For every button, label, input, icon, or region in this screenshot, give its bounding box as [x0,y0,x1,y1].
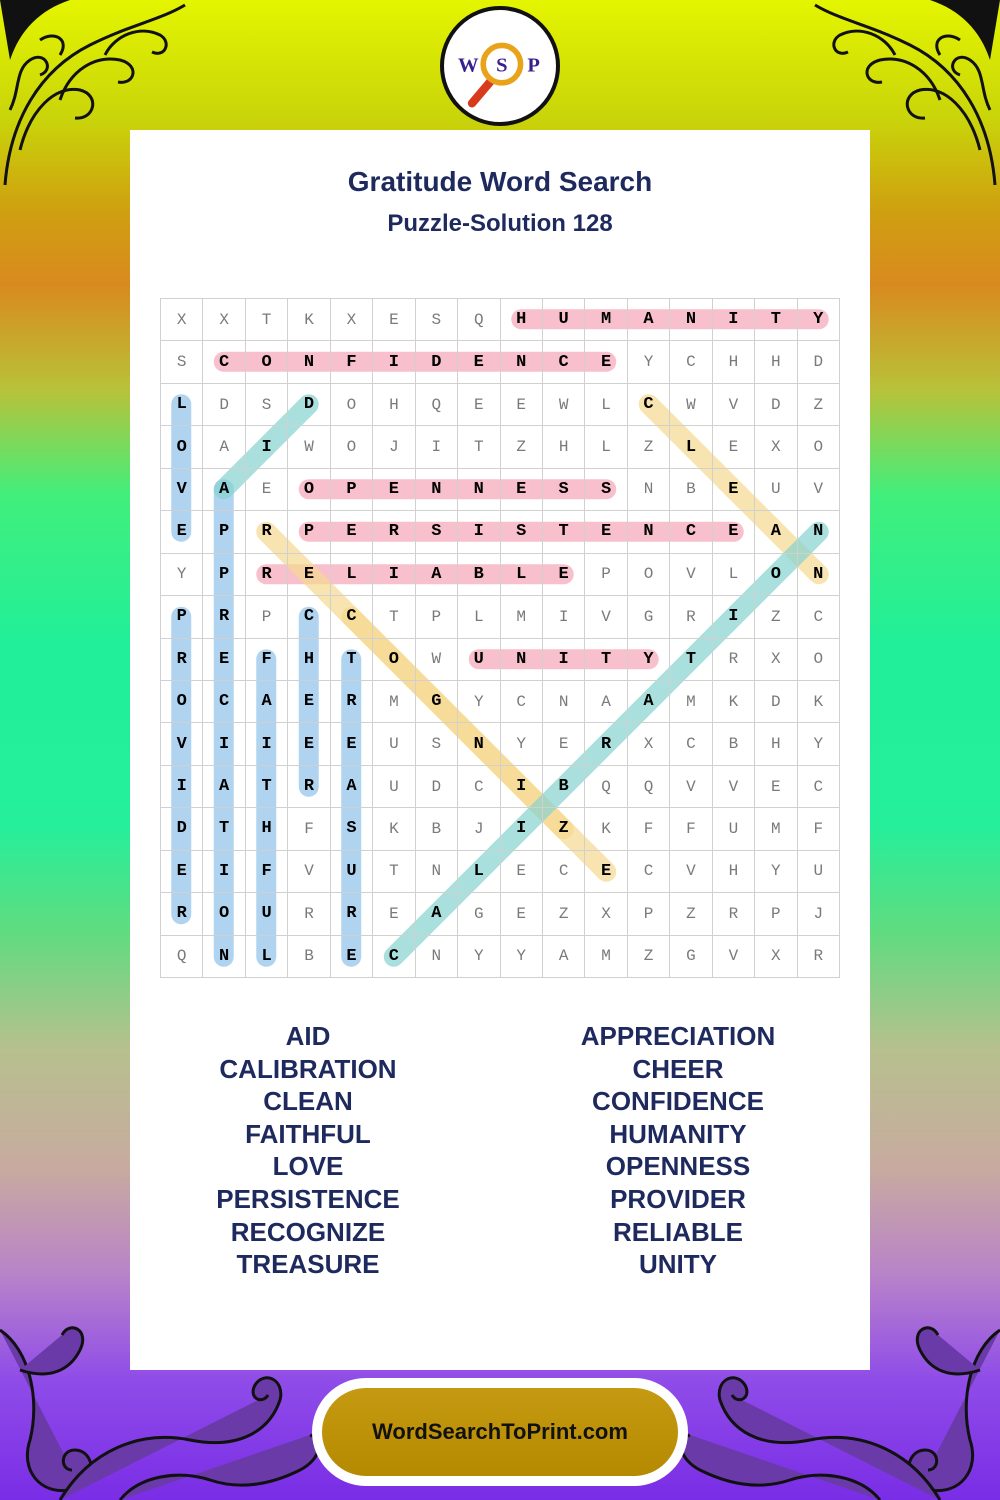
grid-cell: I [501,808,543,850]
grid-cell: E [373,893,415,935]
grid-cell: S [416,299,458,341]
grid-cell: U [755,469,797,511]
grid-cell: B [416,808,458,850]
grid-cell: H [755,341,797,383]
grid-cell: R [713,893,755,935]
grid-cell: T [585,639,627,681]
grid-cell: E [501,384,543,426]
grid-cell: N [798,554,840,596]
grid-cell: C [203,341,245,383]
grid-cell: E [458,384,500,426]
grid-cell: Z [755,596,797,638]
grid-cell: A [416,554,458,596]
grid-cell: C [670,341,712,383]
grid-cell: I [203,851,245,893]
grid-cell: B [458,554,500,596]
grid-cell: B [543,766,585,808]
grid-cell: I [416,426,458,468]
grid-cell: M [755,808,797,850]
grid-cell: E [373,299,415,341]
grid-cell: Y [501,723,543,765]
grid-cell: O [798,426,840,468]
word-item: FAITHFUL [245,1118,371,1149]
grid-cell: I [246,426,288,468]
grid-cell: V [288,851,330,893]
grid-cell: X [755,936,797,978]
grid-cell: I [543,596,585,638]
word-list [130,1020,870,1281]
grid-cell: R [246,511,288,553]
grid-cell: R [161,639,203,681]
grid-cell: F [288,808,330,850]
grid-cell: L [331,554,373,596]
grid-cell: Z [670,893,712,935]
grid-cell: K [798,681,840,723]
grid-cell: L [458,851,500,893]
grid-cell: K [713,681,755,723]
grid-cell: K [288,299,330,341]
grid-cell: S [416,511,458,553]
grid-cell: L [161,384,203,426]
grid-cell: D [288,384,330,426]
grid-cell: C [798,596,840,638]
grid-cell: V [670,766,712,808]
grid-cell: A [331,766,373,808]
word-item: APPRECIATION [580,1021,776,1051]
grid-cell: A [628,299,670,341]
grid-cell: T [543,511,585,553]
grid-cell: C [331,596,373,638]
grid-cell: V [670,554,712,596]
grid-cell: A [755,511,797,553]
grid-cell: T [670,639,712,681]
grid-cell: V [798,469,840,511]
grid-cell: I [458,511,500,553]
grid-cell: R [203,596,245,638]
grid-cell: S [246,384,288,426]
grid-cell: P [203,511,245,553]
grid-cell: Y [458,681,500,723]
grid-cell: L [713,554,755,596]
grid-cell: B [670,469,712,511]
grid-cell: A [246,681,288,723]
grid-cell: O [331,426,373,468]
grid-cell: B [713,723,755,765]
grid-cell: H [713,851,755,893]
grid-cell: N [501,341,543,383]
grid-cell: S [416,723,458,765]
grid-cell: Q [458,299,500,341]
word-item: UNITY [639,1249,717,1280]
word-item: RECOGNIZE [230,1216,386,1247]
grid-cell: N [798,511,840,553]
grid-cell: H [373,384,415,426]
grid-cell: A [203,766,245,808]
grid-cell: I [501,766,543,808]
grid-cell: O [246,341,288,383]
grid-cell: P [585,554,627,596]
grid-cell: E [543,723,585,765]
grid-cell: U [543,299,585,341]
grid-cell: S [161,341,203,383]
grid-cell: C [288,596,330,638]
grid-cell: E [288,723,330,765]
grid-cell: L [585,426,627,468]
grid-cell: T [246,299,288,341]
grid-cell: A [416,893,458,935]
grid-cell: F [246,639,288,681]
grid-cell: W [543,384,585,426]
grid-cell: Z [628,936,670,978]
site-footer-badge[interactable] [312,1378,688,1486]
grid-cell: F [798,808,840,850]
logo-letter-s: S [496,54,508,77]
grid-cell: E [713,426,755,468]
grid-cell: I [373,341,415,383]
grid-cell: N [670,299,712,341]
grid-cell: R [585,723,627,765]
grid-cell: I [713,596,755,638]
grid-cell: N [628,511,670,553]
grid-cell: M [585,299,627,341]
grid-cell: F [628,808,670,850]
grid-cell: T [458,426,500,468]
grid-cell: R [331,893,373,935]
grid-cell: A [585,681,627,723]
grid-cell: X [585,893,627,935]
grid-cell: P [755,893,797,935]
grid-cell: P [416,596,458,638]
grid-cell: M [585,936,627,978]
grid-cell: P [246,596,288,638]
grid-cell: Q [628,766,670,808]
grid-cell: H [246,808,288,850]
word-item: OPENNESS [605,1151,751,1182]
grid-cell: E [501,893,543,935]
grid-cell: T [246,766,288,808]
grid-cell: W [288,426,330,468]
grid-cell: D [416,766,458,808]
grid-cell: C [501,681,543,723]
grid-cell: M [670,681,712,723]
grid-cell: Y [755,851,797,893]
grid-cell: Y [628,341,670,383]
grid-cell: C [628,851,670,893]
grid-cell: E [585,511,627,553]
grid-cell: C [458,766,500,808]
grid-cell: R [246,554,288,596]
grid-cell: B [288,936,330,978]
grid-cell: O [161,426,203,468]
grid-cell: E [288,681,330,723]
grid-cell: G [628,596,670,638]
grid-cell: X [755,426,797,468]
grid-cell: J [798,893,840,935]
word-item: HUMANITY [609,1118,747,1149]
word-search-grid [160,298,840,978]
grid-cell: E [161,851,203,893]
grid-cell: O [331,384,373,426]
grid-cell: O [161,681,203,723]
grid-cell: D [416,341,458,383]
grid-cell: A [543,936,585,978]
grid-cell: I [203,723,245,765]
grid-cell: D [755,384,797,426]
grid-cell: T [373,851,415,893]
grid-cell: H [755,723,797,765]
grid-cell: K [585,808,627,850]
grid-cell: Y [798,723,840,765]
grid-cell: E [713,511,755,553]
grid-cell: N [416,469,458,511]
grid-cell: U [713,808,755,850]
grid-cell: C [373,936,415,978]
word-item: LOVE [272,1151,344,1182]
grid-cell: P [288,511,330,553]
grid-cell: X [203,299,245,341]
grid-cell: W [416,639,458,681]
grid-cell: U [331,851,373,893]
grid-cell: V [713,936,755,978]
grid-cell: V [713,766,755,808]
grid-cell: Q [585,766,627,808]
grid-cell: D [161,808,203,850]
grid-cell: I [246,723,288,765]
grid-cell: D [755,681,797,723]
grid-cell: N [416,851,458,893]
grid-cell: V [585,596,627,638]
grid-cell: X [331,299,373,341]
grid-cell: R [331,681,373,723]
grid-cell: G [670,936,712,978]
grid-cell: N [203,936,245,978]
grid-cell: P [628,893,670,935]
grid-cell: E [585,851,627,893]
grid-cell: R [288,766,330,808]
grid-cell: M [373,681,415,723]
grid-cell: O [203,893,245,935]
grid-cell: H [713,341,755,383]
grid-cell: K [373,808,415,850]
grid-cell: C [543,341,585,383]
grid-cell: C [203,681,245,723]
grid-cell: L [670,426,712,468]
grid-cell: W [670,384,712,426]
grid-cell: R [161,893,203,935]
grid-cell: V [670,851,712,893]
grid-cell: R [713,639,755,681]
grid-cell: H [543,426,585,468]
word-item: RELIABLE [613,1216,743,1247]
grid-cell: E [373,469,415,511]
grid-cell: S [543,469,585,511]
grid-cell: N [501,639,543,681]
grid-cell: G [416,681,458,723]
magnifier-icon [444,10,556,122]
grid-cell: X [161,299,203,341]
grid-cell: Y [798,299,840,341]
word-item: PROVIDER [610,1183,746,1214]
grid-cell: N [416,936,458,978]
logo-letter-p: P [527,54,540,77]
grid-cell: E [331,511,373,553]
grid-cell: F [331,341,373,383]
grid-cell: F [246,851,288,893]
grid-cell: T [331,639,373,681]
grid-cell: P [161,596,203,638]
grid-cell: N [458,469,500,511]
grid-cell: I [713,299,755,341]
grid-cell: O [755,554,797,596]
grid-cell: Y [458,936,500,978]
word-item: PERSISTENCE [216,1183,400,1214]
grid-cell: Z [543,808,585,850]
word-item: CHEER [632,1053,724,1084]
grid-cell: T [203,808,245,850]
grid-cell: L [585,384,627,426]
grid-cell: E [288,554,330,596]
grid-cell: O [373,639,415,681]
grid-cell: E [331,723,373,765]
grid-cell: C [543,851,585,893]
grid-cell: Y [161,554,203,596]
grid-cell: Z [798,384,840,426]
grid-cell: H [501,299,543,341]
grid-cell: E [161,511,203,553]
grid-cell: N [458,723,500,765]
grid-cell: E [501,851,543,893]
grid-cell: E [246,469,288,511]
grid-cell: A [203,426,245,468]
grid-cell: S [585,469,627,511]
grid-cell: E [501,469,543,511]
puzzle-subtitle: Puzzle-Solution 128 [387,210,613,237]
grid-cell: O [288,469,330,511]
grid-cell: E [458,341,500,383]
grid-cell: Y [628,639,670,681]
word-item: TREASURE [236,1249,380,1280]
grid-cell: T [755,299,797,341]
grid-cell: V [161,723,203,765]
grid-cell: S [331,808,373,850]
word-item: CONFIDENCE [592,1086,764,1117]
wsp-logo[interactable] [440,6,560,126]
grid-cell: S [501,511,543,553]
grid-cell: T [373,596,415,638]
grid-cell: R [288,893,330,935]
grid-cell: X [755,639,797,681]
puzzle-title: Gratitude Word Search [347,166,653,197]
grid-cell: P [331,469,373,511]
grid-cell: E [543,554,585,596]
grid-cell: L [458,596,500,638]
grid-cell: E [203,639,245,681]
grid-cell: E [331,936,373,978]
grid-cell: Z [628,426,670,468]
footer-pill [322,1388,678,1476]
grid-cell: U [458,639,500,681]
word-item: AID [285,1021,331,1051]
logo-letter-w: W [458,54,479,77]
grid-cell: P [203,554,245,596]
grid-cell: C [670,723,712,765]
grid-cell: I [161,766,203,808]
grid-cell: J [373,426,415,468]
puzzle-panel [130,130,870,1370]
grid-cell: F [670,808,712,850]
grid-cell: U [373,723,415,765]
word-item: CALIBRATION [219,1053,397,1084]
grid-cell: I [373,554,415,596]
site-link[interactable]: WordSearchToPrint.com [372,1419,628,1444]
grid-cell: O [798,639,840,681]
grid-cell: D [203,384,245,426]
word-list-right [493,1020,863,1281]
grid-cell: A [203,469,245,511]
grid-cell: A [628,681,670,723]
grid-cell: Z [501,426,543,468]
grid-cell: E [713,469,755,511]
grid-cell: R [373,511,415,553]
grid-cell: Q [416,384,458,426]
grid-cell: I [543,639,585,681]
grid-cell: H [288,639,330,681]
grid-cell: M [501,596,543,638]
grid-cell: Y [501,936,543,978]
grid-cell: O [628,554,670,596]
word-list-left [123,1020,493,1281]
grid-cell: L [501,554,543,596]
grid-cell: E [755,766,797,808]
grid-cell: X [628,723,670,765]
word-item: CLEAN [263,1086,353,1117]
grid-cell: E [585,341,627,383]
grid-cell: N [288,341,330,383]
grid-cell: U [798,851,840,893]
grid-cell: D [798,341,840,383]
grid-cell: V [161,469,203,511]
grid-cell: G [458,893,500,935]
grid-cell: L [246,936,288,978]
grid-cell: Z [543,893,585,935]
grid-cell: U [246,893,288,935]
grid-cell: N [543,681,585,723]
grid-cell: R [798,936,840,978]
grid-cell: N [628,469,670,511]
grid-cell: C [628,384,670,426]
letter-grid [160,298,840,978]
grid-cell: R [670,596,712,638]
grid-cell: U [373,766,415,808]
grid-cell: J [458,808,500,850]
grid-cell: V [713,384,755,426]
grid-cell: Q [161,936,203,978]
grid-cell: C [798,766,840,808]
grid-cell: C [670,511,712,553]
